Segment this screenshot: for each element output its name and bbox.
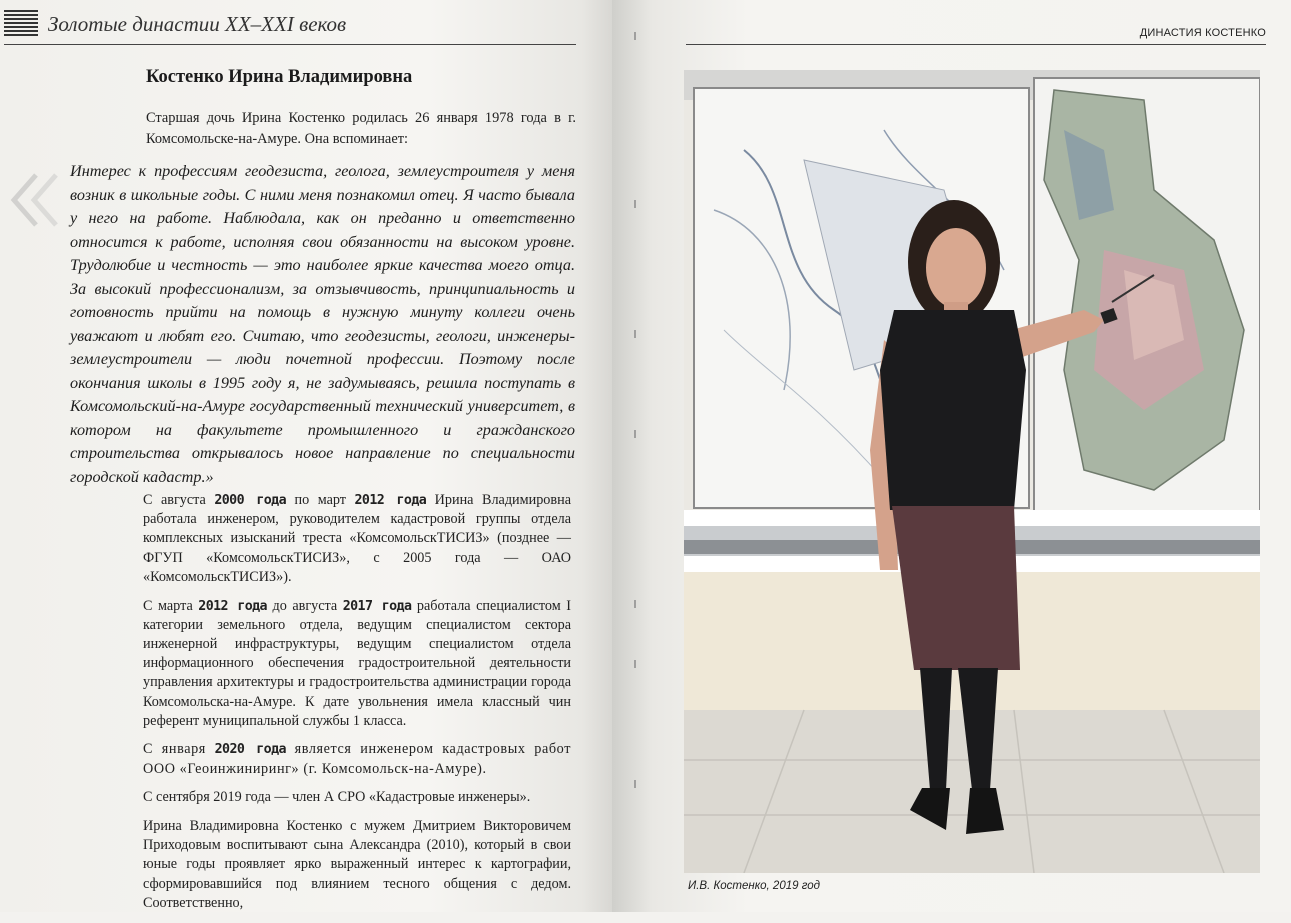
- year-highlight: 2012 года: [198, 598, 267, 614]
- year-highlight: 2000 года: [214, 493, 286, 508]
- running-header-right: [686, 26, 1266, 45]
- biography-text: [143, 491, 571, 923]
- running-header-left: [4, 6, 576, 45]
- quote-block: Интерес к профессиям геодезиста, геолога, землеустроителя у меня возник в школьные годы. С ними меня познакомил отец. Я часто бывала у него на работе. Наблюдала, как он преданно и ответственно относится к работе, исполняя свои обязанности на высоком уровне. Трудолюбие и честность — это наиболее яркие качества моего отца. За высокий профессионализм, за отзывчивость, принципиальность и готовность прийти на помощь в нужную минуту коллеги очень уважают и любят его. Считаю, что геодезисты, геологи, инженеры-землеустроители — люди почетной профессии. Поэтому после окончания школы в 1995 году я, не задумываясь, решила поступать в Комсомольский-на-Амуре государственный технический университет, в котором на факультете промышленного и гражданского строительства открывалось новое направление по специальности городской кадастр.»: [70, 162, 575, 486]
- paragraph-5: Ирина Владимировна Костенко с мужем Дмитрием Викторовичем Приходовым воспитывают сына Александра (2010), который в свои юные годы проявляет ярко выраженный интерес к картографии, сформировавшийся под влиянием тесного общения с дедом. Соответственно,: [143, 818, 571, 911]
- year-highlight: 2020 года: [214, 742, 286, 758]
- running-header-right-title: ДИНАСТИЯ КОСТЕНКО: [1139, 27, 1266, 39]
- person-name: Костенко Ирина Владимировна: [146, 67, 413, 87]
- paragraph-4: С сентября 2019 года — член А СРО «Кадастровые инженеры».: [143, 789, 531, 806]
- paragraph-3: С января 2020 года является инженером кадастровых работ ООО «Геоинжиниринг» (г. Комсомольск-на-Амуре).: [143, 741, 571, 777]
- intro-paragraph: Старшая дочь Ирина Костенко родилась 26 января 1978 года в г. Комсомольске-на-Амуре. Она вспоминает:: [146, 110, 576, 147]
- book-stripes-icon: [4, 10, 38, 36]
- paragraph-1: С августа 2000 года по март 2012 года Ирина Владимировна работала инженером, руководителем кадастровой группы отдела комплексных изысканий треста «КомсомольскТИСИЗ» (позднее — ФГУП «КомсомольскТИСИЗ», с 2005 года — ОАО «КомсомольскТИСИЗ»).: [143, 492, 571, 585]
- photo-illustration: [684, 70, 1260, 873]
- portrait-photo: [684, 70, 1260, 873]
- year-highlight: 2012 года: [354, 493, 427, 508]
- gutter-marks: [632, 0, 638, 912]
- running-header-title: Золотые династии XX–XXI веков: [48, 12, 347, 36]
- year-highlight: 2017 года: [342, 598, 412, 614]
- paragraph-2: С марта 2012 года до августа 2017 года работала специалистом I категории земельного отдела, ведущим специалистом сектора инженерной инфраструктуры, ведущим специалистом отдела информационного обеспечения градостроительной деятельности управления архитектуры и градостроительства администрации города Комсомольска-на-Амуре. К дате увольнения имела классный чин референт муниципальной службы 1 класса.: [143, 597, 571, 729]
- photo-caption: И.В. Костенко, 2019 год: [688, 880, 820, 892]
- chevron-left-icon: [6, 170, 60, 230]
